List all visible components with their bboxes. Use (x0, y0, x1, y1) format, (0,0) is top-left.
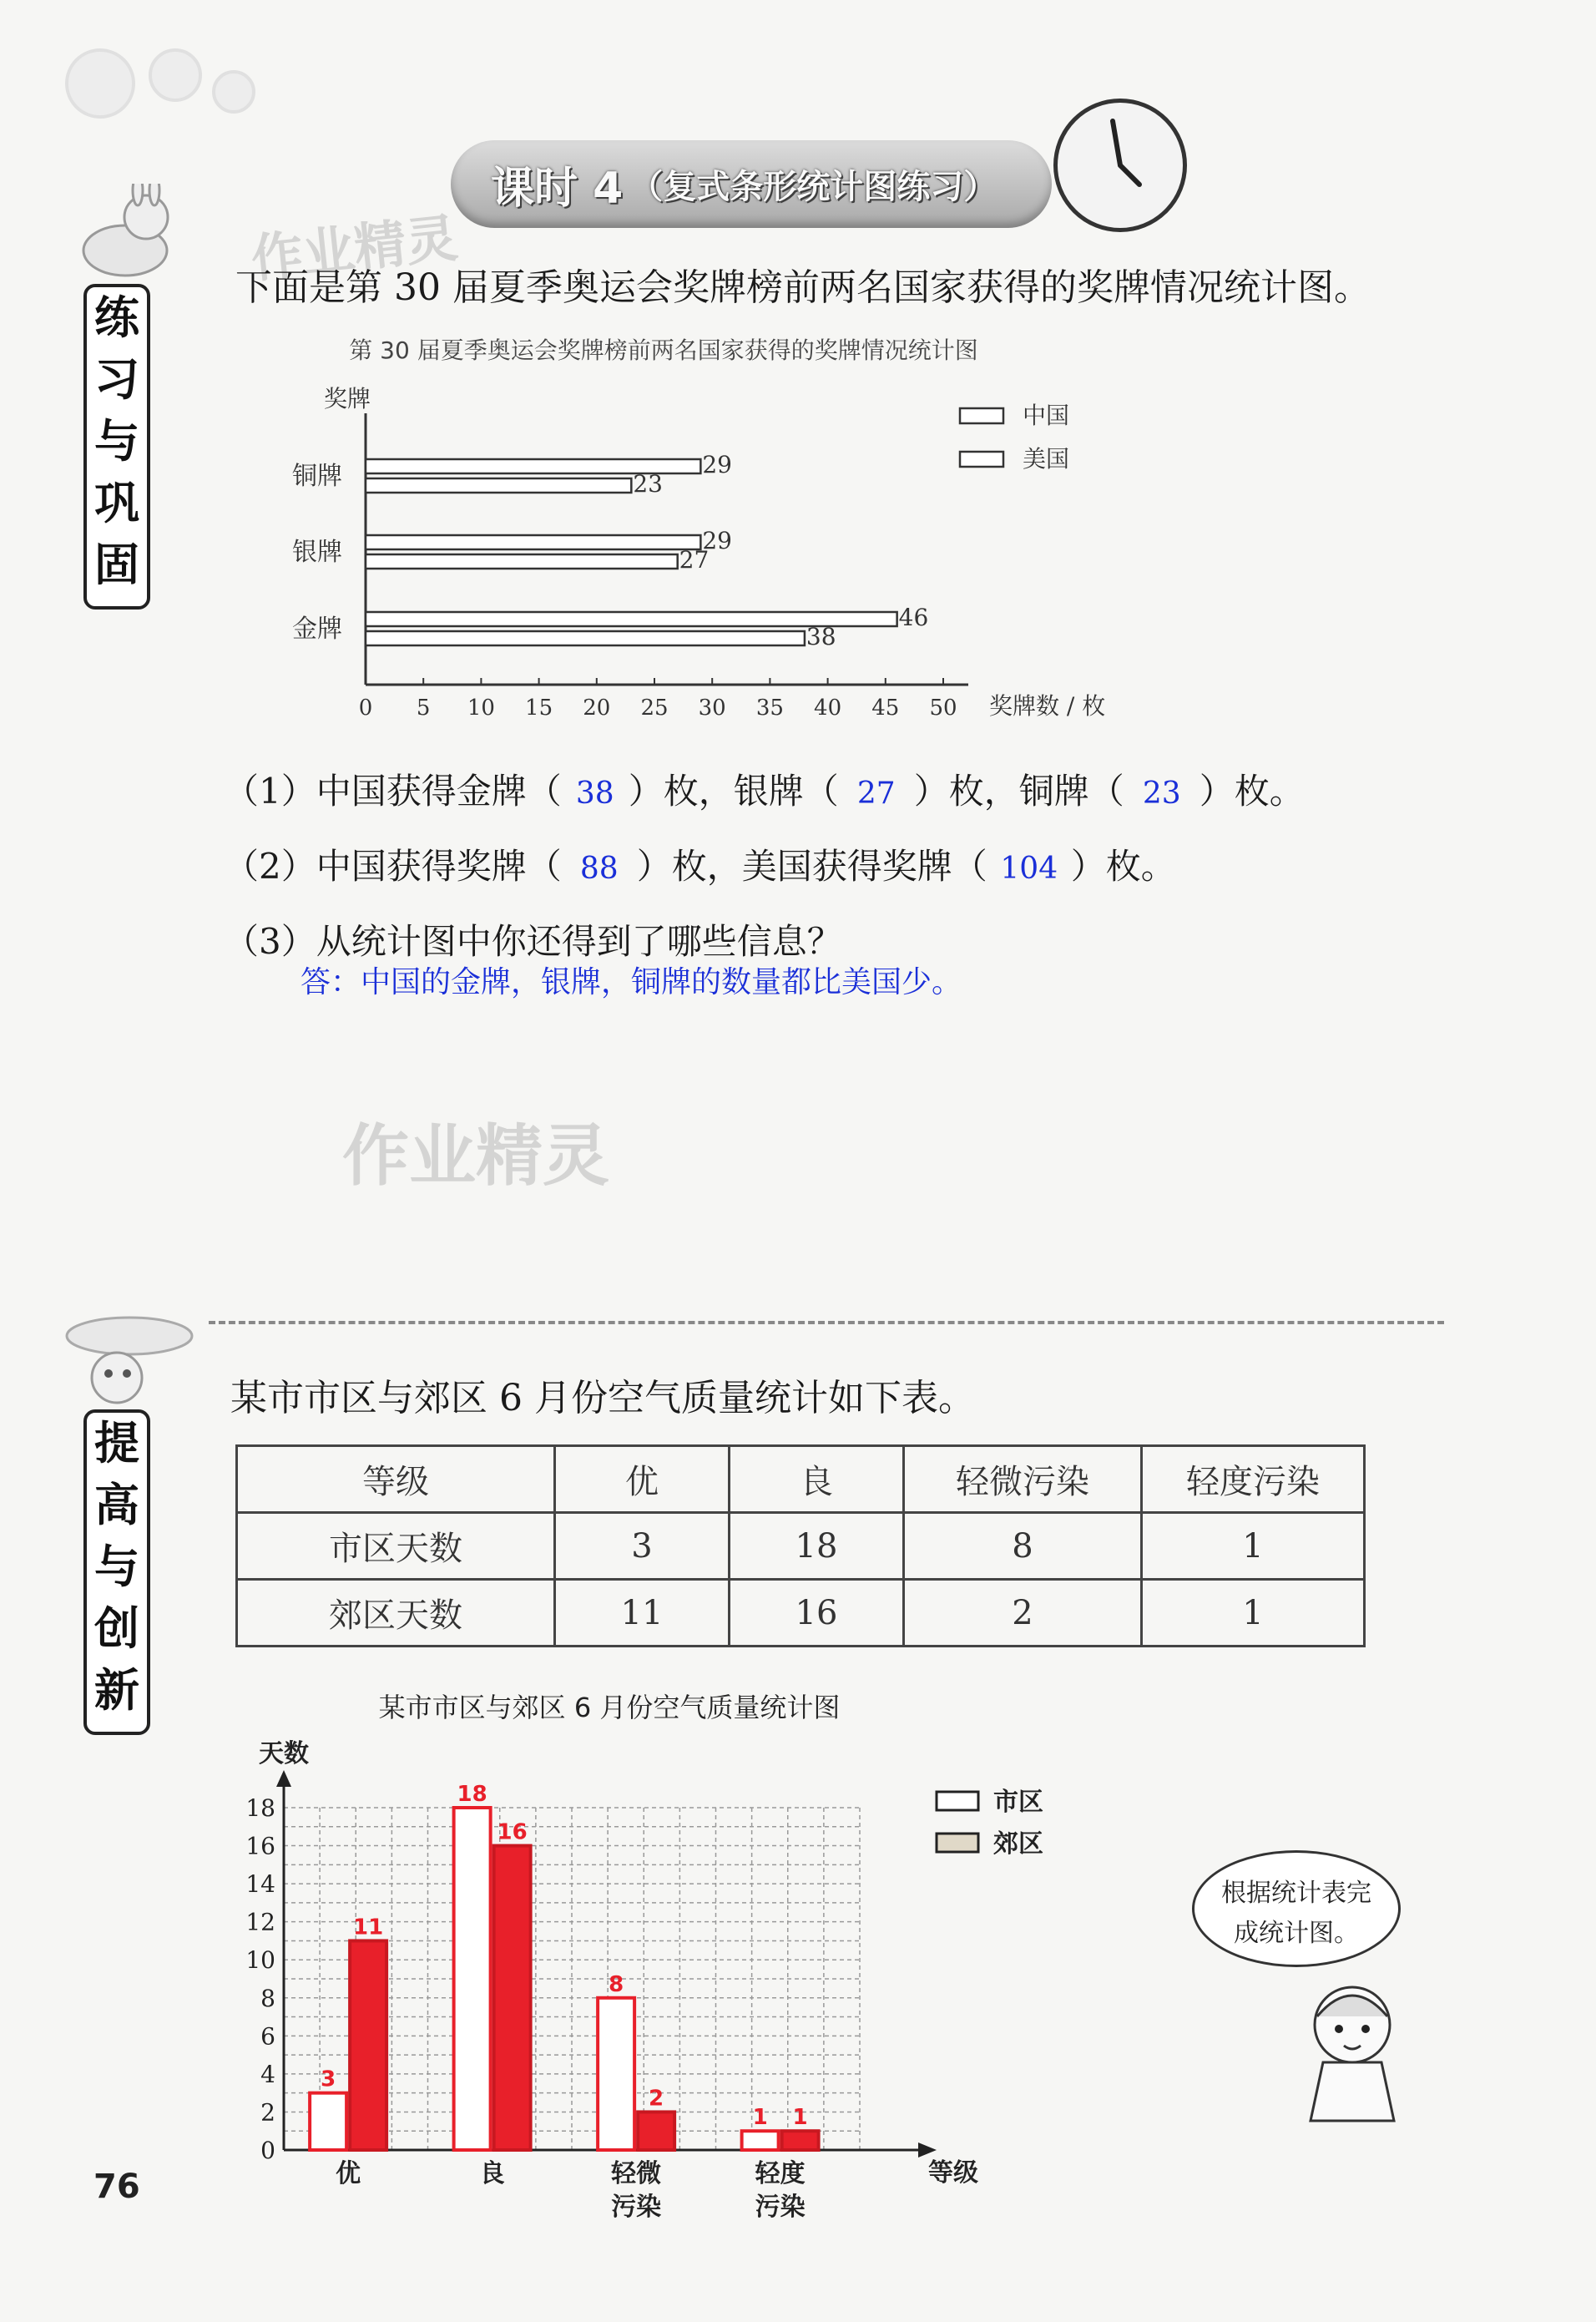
air-quality-category-label: 污染 (755, 2193, 806, 2222)
watermark: 作业精灵 (248, 207, 461, 290)
question-1 (224, 764, 1305, 814)
table-cell: 8 (904, 1513, 1142, 1580)
medal-chart-legend-swatch (960, 408, 1003, 423)
practice-tag-char: 巩 (94, 477, 139, 529)
medal-chart-bar (366, 554, 678, 569)
q1-answer-silver[interactable]: 27 (856, 777, 896, 811)
puppy-illustration (58, 1303, 200, 1411)
medal-chart-tick-label: 35 (755, 696, 784, 721)
q1-mid2: ）枚，铜牌（ (913, 771, 1124, 812)
medal-chart-value-label: 29 (702, 451, 733, 478)
air-quality-value-label: 18 (457, 1782, 487, 1807)
medal-chart-tick-label: 5 (416, 696, 431, 721)
air-quality-bar (638, 2112, 674, 2150)
improve-tag-char: 高 (94, 1479, 139, 1531)
q1-answer-bronze[interactable]: 23 (1142, 777, 1181, 811)
medal-chart-legend-label: 美国 (1023, 445, 1070, 473)
practice-tag-char: 固 (94, 539, 139, 591)
table-cell: 2 (904, 1580, 1142, 1647)
table-header-cell: 轻度污染 (1142, 1446, 1365, 1513)
bubble-line: 根据统计表完 (1221, 1879, 1371, 1908)
table-header-cell: 轻微污染 (904, 1446, 1142, 1513)
table-cell: 1 (1142, 1580, 1365, 1647)
air-quality-chart (234, 1678, 1085, 2246)
section-divider (209, 1321, 1444, 1324)
table-cell: 16 (730, 1580, 904, 1647)
air-quality-legend-label: 郊区 (993, 1829, 1043, 1859)
air-quality-tick-label: 14 (245, 1870, 275, 1899)
q1-prefix: （1）中国获得金牌（ (224, 771, 562, 812)
medal-chart-legend-swatch (960, 452, 1003, 467)
medal-chart-tick-label: 15 (525, 696, 553, 721)
table-row (237, 1580, 1365, 1647)
page-number: 76 (93, 2168, 140, 2206)
air-quality-category-label: 轻度 (755, 2159, 806, 2188)
air-quality-tick-label: 8 (260, 1984, 275, 2012)
air-quality-value-label: 16 (497, 1819, 528, 1845)
air-quality-value-label: 11 (353, 1915, 384, 1940)
lesson-title: 课时 4 (491, 164, 624, 214)
air-quality-bar (310, 2093, 346, 2150)
q1-mid1: ）枚，银牌（ (628, 771, 839, 812)
air-quality-tick-label: 16 (245, 1832, 275, 1860)
practice-tag-char: 与 (94, 415, 139, 468)
rabbit-illustration (67, 184, 192, 284)
medal-chart-y-label: 奖牌 (324, 385, 371, 412)
air-quality-value-label: 1 (752, 2105, 768, 2131)
section1-intro: 下面是第 30 届夏季奥运会奖牌榜前两名国家获得的奖牌情况统计图。 (235, 266, 1371, 309)
medal-chart-value-label: 38 (806, 623, 836, 650)
medal-chart-legend-label: 中国 (1023, 402, 1070, 429)
improve-tag-char: 新 (94, 1664, 139, 1717)
air-quality-legend-swatch (937, 1834, 978, 1852)
table-cell: 18 (730, 1513, 904, 1580)
air-quality-value-label: 1 (792, 2105, 808, 2131)
air-quality-legend-label: 市区 (993, 1788, 1043, 1817)
girl-illustration (1277, 1970, 1419, 2129)
air-quality-bar (494, 1846, 531, 2150)
air-quality-chart-x-label: 等级 (928, 2158, 978, 2188)
air-quality-bar (782, 2131, 819, 2150)
medal-chart-category-label: 金牌 (292, 615, 342, 644)
air-quality-category-label: 轻微 (611, 2159, 662, 2188)
air-quality-tick-label: 12 (245, 1908, 275, 1936)
table-cell: 郊区天数 (237, 1580, 555, 1647)
lesson-banner (451, 140, 1052, 228)
improve-tag (83, 1409, 150, 1735)
air-quality-tick-label: 0 (260, 2137, 275, 2164)
medal-chart (275, 330, 1194, 731)
q2-prefix: （2）中国获得奖牌（ (224, 846, 562, 887)
table-header-cell: 良 (730, 1446, 904, 1513)
lesson-subtitle: （复式条形统计图练习） (629, 168, 998, 206)
x-axis-arrow-icon (918, 2142, 937, 2158)
air-quality-value-label: 2 (649, 2086, 664, 2112)
table-cell: 1 (1142, 1513, 1365, 1580)
question-3: （3）从统计图中你还得到了哪些信息？ (224, 921, 842, 962)
practice-tag (83, 284, 150, 610)
medal-chart-tick-label: 45 (871, 696, 900, 721)
improve-tag-char: 与 (94, 1540, 139, 1593)
air-quality-bar (350, 1940, 386, 2150)
air-quality-bar (454, 1808, 491, 2150)
practice-tag-char: 练 (94, 291, 139, 344)
q2-answer-china[interactable]: 88 (579, 852, 619, 886)
air-quality-tick-label: 6 (260, 2022, 275, 2051)
q2-suffix: ）枚。 (1070, 846, 1176, 887)
medal-chart-tick-label: 10 (467, 696, 495, 721)
medal-chart-tick-label: 25 (640, 696, 669, 721)
table-header-cell: 优 (555, 1446, 730, 1513)
table-header-cell: 等级 (237, 1446, 555, 1513)
air-quality-tick-label: 4 (260, 2060, 275, 2088)
medal-chart-category-label: 铜牌 (292, 462, 342, 491)
air-quality-tick-label: 18 (245, 1794, 275, 1822)
decorative-corner (50, 33, 267, 134)
air-quality-chart-y-label: 天数 (259, 1739, 309, 1768)
medal-chart-tick-label: 40 (814, 696, 842, 721)
table-cell: 3 (555, 1513, 730, 1580)
table-header-row (237, 1446, 1365, 1513)
q1-suffix: ）枚。 (1199, 771, 1305, 812)
watermark: 作业精灵 (342, 1117, 609, 1195)
bubble-line: 成统计图。 (1234, 1919, 1359, 1948)
air-quality-chart-title: 某市市区与郊区 6 月份空气质量统计图 (378, 1692, 841, 1723)
medal-chart-value-label: 23 (633, 470, 663, 498)
question-2 (224, 839, 1176, 889)
air-quality-category-label: 良 (479, 2159, 505, 2188)
medal-chart-bar (366, 631, 805, 645)
medal-chart-value-label: 46 (898, 604, 929, 631)
medal-chart-tick-label: 30 (698, 696, 726, 721)
practice-tag-char: 习 (94, 353, 139, 406)
air-quality-value-label: 8 (609, 1971, 624, 1997)
table-cell: 11 (555, 1580, 730, 1647)
table-cell: 市区天数 (237, 1513, 555, 1580)
section2-intro: 某市市区与郊区 6 月份空气质量统计如下表。 (230, 1377, 975, 1419)
air-quality-table (235, 1444, 1366, 1647)
medal-chart-value-label: 27 (679, 546, 710, 574)
air-quality-value-label: 3 (321, 2067, 336, 2092)
speech-bubble (1192, 1850, 1401, 1967)
air-quality-category-label: 污染 (611, 2193, 662, 2222)
medal-chart-tick-label: 50 (929, 696, 957, 721)
table-row (237, 1513, 1365, 1580)
y-axis-arrow-icon (276, 1770, 291, 1787)
q2-mid1: ）枚，美国获得奖牌（ (636, 846, 987, 887)
medal-chart-bar (366, 478, 631, 493)
medal-chart-bar (366, 535, 700, 549)
air-quality-category-label: 优 (336, 2159, 361, 2188)
improve-tag-char: 提 (94, 1417, 139, 1470)
medal-chart-title: 第 30 届夏季奥运会奖牌榜前两名国家获得的奖牌情况统计图 (349, 336, 978, 364)
air-quality-legend-swatch (937, 1792, 978, 1810)
medal-chart-value-label: 29 (702, 527, 733, 554)
medal-chart-tick-label: 0 (358, 696, 373, 721)
air-quality-tick-label: 10 (245, 1946, 275, 1975)
air-quality-bar (598, 1998, 634, 2150)
q1-answer-gold[interactable]: 38 (575, 777, 614, 811)
air-quality-tick-label: 2 (260, 2098, 275, 2127)
q2-answer-usa[interactable]: 104 (1000, 852, 1058, 886)
clock-icon (1053, 99, 1187, 232)
medal-chart-x-label: 奖牌数 / 枚 (989, 692, 1106, 720)
air-quality-bar (742, 2131, 779, 2150)
medal-chart-category-label: 银牌 (292, 538, 342, 567)
improve-tag-char: 创 (94, 1602, 139, 1655)
medal-chart-tick-label: 20 (583, 696, 611, 721)
q3-answer[interactable]: 答：中国的金牌，银牌，铜牌的数量都比美国少。 (301, 965, 962, 999)
